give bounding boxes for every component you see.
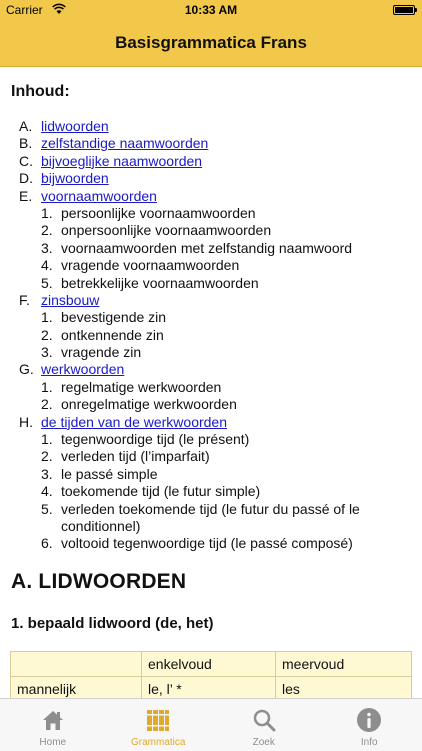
clock: 10:33 AM — [0, 3, 422, 17]
toc-item[interactable] — [0, 361, 422, 378]
toc-item[interactable] — [0, 188, 422, 205]
status-bar — [0, 0, 422, 20]
page-title: Basisgrammatica Frans — [115, 33, 307, 53]
toc-number: 3. — [41, 240, 53, 257]
battery-icon — [393, 5, 415, 15]
toc-number: 2. — [41, 222, 53, 239]
toc-subitem — [0, 309, 422, 326]
toc-subitem-label: onregelmatige werkwoorden — [61, 396, 237, 413]
section-heading: A. LIDWOORDEN — [11, 570, 186, 594]
toc-letter: C. — [19, 153, 33, 170]
toc-item[interactable] — [0, 135, 422, 152]
toc-subitem — [0, 466, 422, 483]
toc-subitem — [0, 535, 422, 552]
info-icon — [355, 706, 383, 734]
search-icon — [250, 706, 278, 734]
toc-item[interactable] — [0, 414, 422, 431]
table-cell: mannelijk — [11, 677, 142, 699]
table-cell: enkelvoud — [142, 652, 276, 677]
toc-link-zelfstandige-naamwoorden[interactable]: zelfstandige naamwoorden — [41, 135, 208, 152]
toc-subitem — [0, 379, 422, 396]
toc-subitem — [0, 240, 422, 257]
toc-subitem — [0, 344, 422, 361]
toc-number: 5. — [41, 501, 53, 518]
tab-label: Grammatica — [131, 737, 185, 748]
toc-link-bijwoorden[interactable]: bijwoorden — [41, 170, 109, 187]
toc-subitem — [0, 448, 422, 465]
toc-link-bijvoeglijke-naamwoorden[interactable]: bijvoeglijke naamwoorden — [41, 153, 202, 170]
toc-link-lidwoorden[interactable]: lidwoorden — [41, 118, 109, 135]
toc-letter: B. — [19, 135, 32, 152]
toc-number: 1. — [41, 205, 53, 222]
toc-subitem-label: betrekkelijke voornaamwoorden — [61, 275, 259, 292]
table-cell — [11, 652, 142, 677]
toc-subitem — [0, 327, 422, 344]
toc-number: 3. — [41, 466, 53, 483]
tab-zoek[interactable] — [211, 699, 317, 751]
toc-number: 2. — [41, 396, 53, 413]
toc-link-werkwoorden[interactable]: werkwoorden — [41, 361, 124, 378]
toc-subitem-label: bevestigende zin — [61, 309, 166, 326]
tab-grammatica[interactable] — [106, 699, 212, 751]
toc-subitem — [0, 483, 422, 500]
toc-number: 4. — [41, 257, 53, 274]
toc-subitem-label: vragende zin — [61, 344, 141, 361]
toc-subitem-label: onpersoonlijke voornaamwoorden — [61, 222, 271, 239]
toc-number: 1. — [41, 431, 53, 448]
toc-subitem-label: le passé simple — [61, 466, 158, 483]
toc-title: Inhoud: — [11, 83, 70, 101]
books-icon — [144, 706, 172, 734]
toc-subitem-label: tegenwoordige tijd (le présent) — [61, 431, 249, 448]
toc-number: 1. — [41, 309, 53, 326]
toc-subitem-label: voornaamwoorden met zelfstandig naamwoord — [61, 240, 352, 257]
toc-number: 3. — [41, 344, 53, 361]
tab-home[interactable] — [0, 699, 106, 751]
toc-subitem-label: vragende voornaamwoorden — [61, 257, 239, 274]
toc-subitem-label: toekomende tijd (le futur simple) — [61, 483, 260, 500]
toc-number: 1. — [41, 379, 53, 396]
toc-link-zinsbouw[interactable]: zinsbouw — [41, 292, 99, 309]
toc-subitem-label: ontkennende zin — [61, 327, 164, 344]
toc-letter: F. — [19, 292, 30, 309]
toc-subitem — [0, 205, 422, 222]
toc-subitem — [0, 501, 422, 518]
toc-number: 5. — [41, 275, 53, 292]
tab-label: Home — [39, 737, 66, 748]
table-cell: les — [276, 677, 412, 699]
toc-link-tijden-werkwoorden[interactable]: de tijden van de werkwoorden — [41, 414, 227, 431]
toc-item[interactable] — [0, 292, 422, 309]
toc-subitem-continuation — [0, 518, 422, 535]
toc-subitem — [0, 396, 422, 413]
toc-subitem-label: verleden tijd (l’imparfait) — [61, 448, 210, 465]
tab-info[interactable] — [317, 699, 422, 751]
toc-letter: D. — [19, 170, 33, 187]
toc-link-voornaamwoorden[interactable]: voornaamwoorden — [41, 188, 157, 205]
toc-subitem — [0, 275, 422, 292]
toc-subitem-label: regelmatige werkwoorden — [61, 379, 221, 396]
toc-number: 6. — [41, 535, 53, 552]
toc-subitem-label: persoonlijke voornaamwoorden — [61, 205, 256, 222]
tab-label: Info — [361, 737, 378, 748]
toc-subitem — [0, 431, 422, 448]
table-cell: meervoud — [276, 652, 412, 677]
toc-subitem-label: voltooid tegenwoordige tijd (le passé composé) — [61, 535, 353, 552]
toc-item[interactable] — [0, 170, 422, 187]
article-table — [10, 651, 412, 698]
toc-item[interactable] — [0, 153, 422, 170]
table-cell: le, l’ * — [142, 677, 276, 699]
toc-number: 4. — [41, 483, 53, 500]
home-icon — [39, 706, 67, 734]
table-of-contents — [0, 118, 422, 553]
toc-subitem — [0, 257, 422, 274]
table-row — [11, 652, 412, 677]
toc-letter: E. — [19, 188, 32, 205]
toc-subitem-label: verleden toekomende tijd (le futur du passé of le — [61, 501, 360, 518]
toc-item[interactable] — [0, 118, 422, 135]
toc-subitem-label: conditionnel) — [61, 518, 140, 535]
nav-bar — [0, 20, 422, 67]
toc-number: 2. — [41, 327, 53, 344]
carrier-label: Carrier — [6, 3, 43, 17]
toc-letter: A. — [19, 118, 32, 135]
content-scroll[interactable] — [0, 67, 422, 698]
table-row — [11, 677, 412, 699]
toc-number: 2. — [41, 448, 53, 465]
tab-label: Zoek — [253, 737, 275, 748]
tab-bar — [0, 698, 422, 751]
toc-subitem — [0, 222, 422, 239]
section-subheading: 1. bepaald lidwoord (de, het) — [11, 615, 214, 632]
toc-letter: G. — [19, 361, 34, 378]
toc-letter: H. — [19, 414, 33, 431]
